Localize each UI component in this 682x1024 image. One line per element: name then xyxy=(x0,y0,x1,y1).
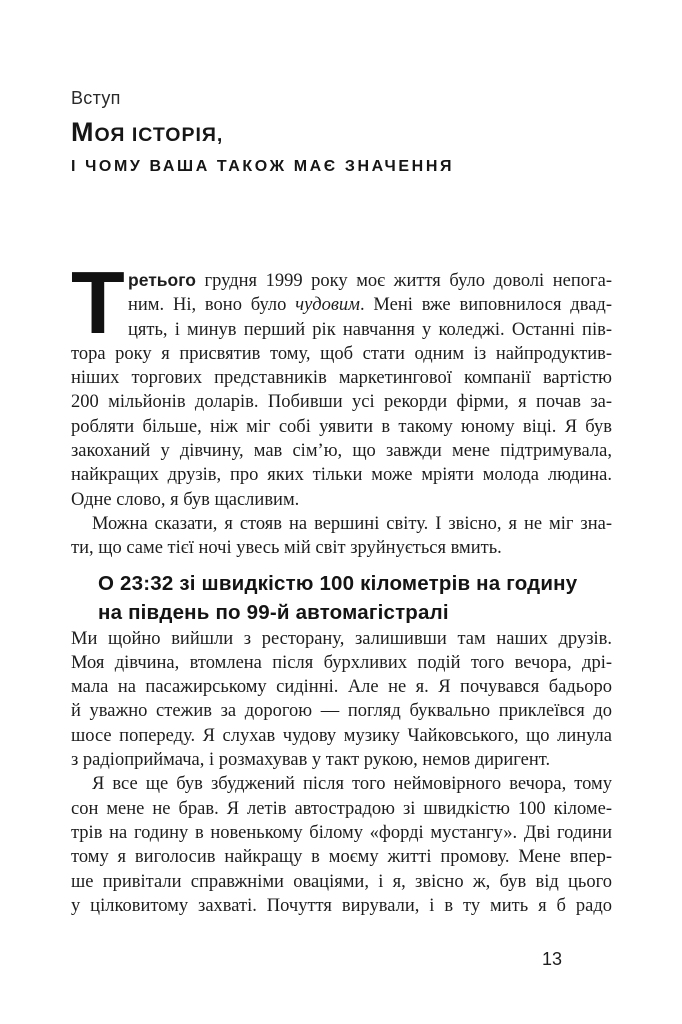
text-line: з радіоприймача, і розмахував у такт рукою, немов диригент. xyxy=(71,750,551,771)
page-body xyxy=(71,253,612,918)
text-line: ти, що саме тієї ночі увесь мій світ зруйнується вмить. xyxy=(71,538,502,559)
text-line: шосе попереду. Я слухав чудову музику Чайковського, що линула xyxy=(71,725,612,746)
dropcap-letter xyxy=(71,253,125,352)
section-heading-line: на південь по 99-й автомагістралі xyxy=(98,600,449,624)
text-line: трів на годину в новенькому білому «форді мустангу». Дві години xyxy=(71,822,612,843)
text-line: Одне слово, я був щасливим. xyxy=(71,489,300,510)
text-line: Можна сказати, я стояв на вершині світу. І звісно, я не міг зна- xyxy=(92,513,612,534)
dropcap-glyph: Т xyxy=(71,253,125,352)
text-line: ніших торгових представників маркетингової компанії вартістю xyxy=(71,368,612,389)
section-heading-line: О 23:32 зі швидкістю 100 кілометрів на годину xyxy=(98,571,578,595)
text-line: цять, і минув перший рік навчання у коледжі. Останні пів- xyxy=(128,319,612,340)
text-line: сон мене не брав. Я летів автострадою зі швидкістю 100 кіломе- xyxy=(71,798,612,819)
text-line: робляти більше, ніж міг собі уявити в такому юному віці. Я був xyxy=(71,416,612,437)
text-line: Я все ще був збуджений після того неймовірного вечора, тому xyxy=(92,774,612,795)
chapter-subtitle: І ЧОМУ ВАША ТАКОЖ МАЄ ЗНАЧЕННЯ xyxy=(71,158,455,175)
paragraph xyxy=(71,772,612,918)
paragraph xyxy=(71,627,612,773)
text-line: 200 мільйонів доларів. Побивши усі рекорди фірми, я почав за- xyxy=(71,392,612,413)
page-number: 13 xyxy=(541,949,562,970)
text-line: ним. Ні, воно було чудовим. Мені вже виповнилося двад- xyxy=(128,295,612,316)
bold-text: ретього xyxy=(128,270,196,290)
text-line: найкращих друзів, про яких тільки може мріяти молода людина. xyxy=(71,465,612,486)
text-line: ретього грудня 1999 року моє життя було доволі непога- xyxy=(128,270,612,291)
text-line: у цілковитому захваті. Почуття вирували, і в ту мить я б радо xyxy=(71,895,612,916)
chapter-title: МОЯ ІСТОРІЯ, xyxy=(71,117,224,147)
text-line: й уважно стежив за дорогою — погляд буквально приклеївся до xyxy=(71,701,612,722)
text-line: Моя дівчина, втомлена після бурхливих подій того вечора, дрі- xyxy=(71,652,612,673)
text-line: тому я виголосив найкращу в моєму житті промову. Мене впер- xyxy=(71,847,612,868)
text-line: Ми щойно вийшли з ресторану, залишивши там наших друзів. xyxy=(71,628,612,649)
text-line: мала на пасажирському сидінні. Але не я. Я почувався бадьоро xyxy=(71,677,612,698)
text-line: ше привітали справжніми оваціями, і я, звісно ж, був від цього xyxy=(71,871,612,892)
text-line: закоханий у дівчину, мав сім’ю, що завжди мене підтримувала, xyxy=(71,441,612,462)
chapter-kicker: Вступ xyxy=(71,88,121,108)
section-heading xyxy=(71,569,612,627)
paragraph xyxy=(71,512,612,561)
paragraph xyxy=(71,253,612,512)
italic-text: чудовим xyxy=(295,295,360,316)
text-line: тора року я присвятив тому, щоб стати одним із найпродуктив- xyxy=(71,343,612,364)
